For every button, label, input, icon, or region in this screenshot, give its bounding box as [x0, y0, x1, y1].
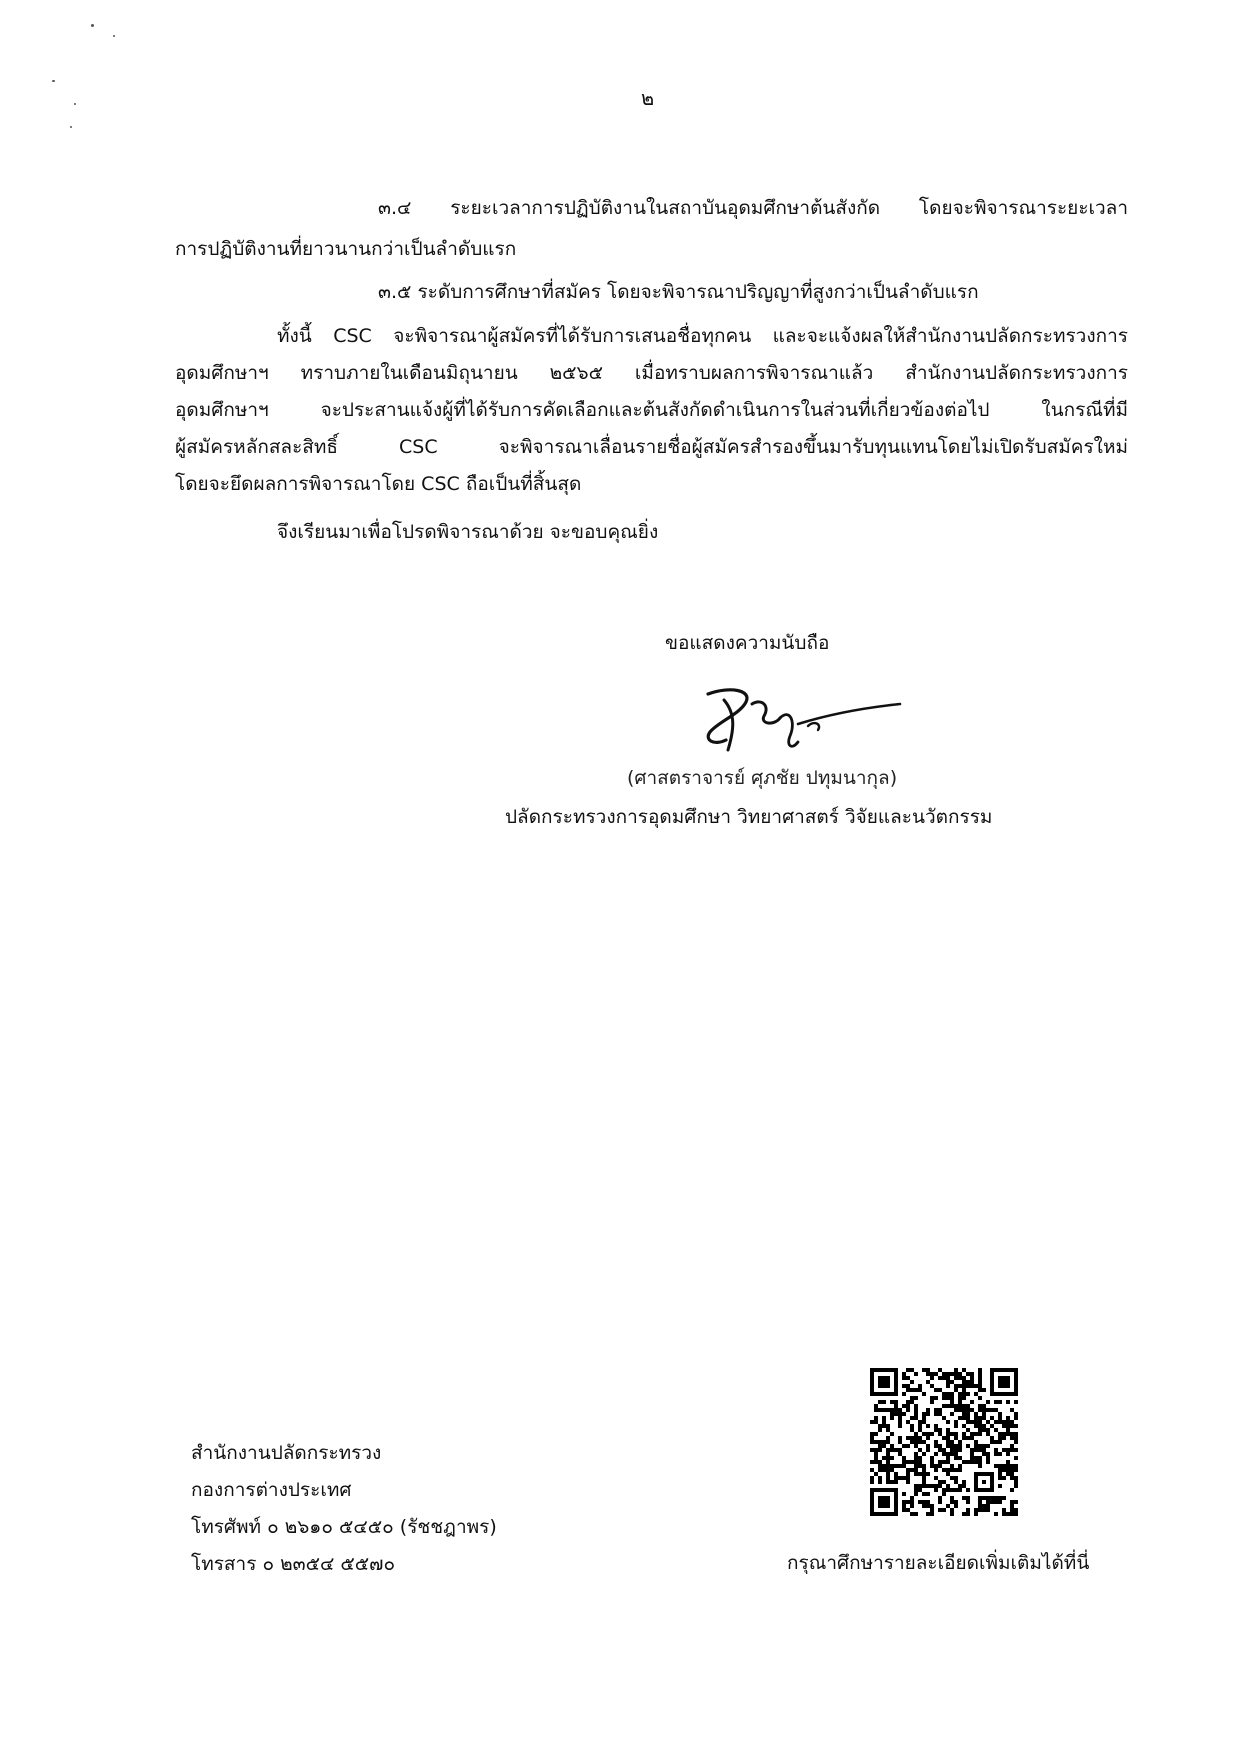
- scan-speck: [74, 103, 76, 105]
- page-number: ๒: [641, 86, 655, 110]
- scan-speck: [91, 24, 94, 27]
- salutation: ขอแสดงความนับถือ: [665, 632, 830, 654]
- handwritten-signature: [690, 680, 910, 762]
- scan-speck: [52, 80, 55, 82]
- item-3-4-line1: ๓.๔ ระยะเวลาการปฏิบัติงานในสถาบันอุดมศึกษาต้นสังกัด โดยจะพิจารณาระยะเวลา: [378, 197, 1128, 219]
- qr-caption: กรุณาศึกษารายละเอียดเพิ่มเติมได้ที่นี่: [787, 1552, 1090, 1574]
- contact-fax: โทรสาร ๐ ๒๓๕๔ ๕๕๗๐: [191, 1553, 396, 1575]
- item-3-5-line1: ๓.๕ ระดับการศึกษาที่สมัคร โดยจะพิจารณาปริญญาที่สูงกว่าเป็นลำดับแรก: [378, 281, 979, 303]
- paragraph-line-3: อุดมศึกษาฯ จะประสานแจ้งผู้ที่ได้รับการคัดเลือกและต้นสังกัดดำเนินการในส่วนที่เกี่ยวข้องต่อไป ในกรณีที่มี: [175, 399, 1128, 421]
- scan-speck: [70, 126, 72, 128]
- scan-speck: [113, 35, 115, 37]
- paragraph-line-4: ผู้สมัครหลักสละสิทธิ์ CSC จะพิจารณาเลื่อนรายชื่อผู้สมัครสำรองขึ้นมารับทุนแทนโดยไม่เปิดรับสมัครใหม่: [175, 436, 1128, 458]
- contact-phone: โทรศัพท์ ๐ ๒๖๑๐ ๕๔๕๐ (รัชชฎาพร): [191, 1516, 497, 1538]
- contact-division: กองการต่างประเทศ: [191, 1479, 352, 1501]
- qr-code: [870, 1368, 1018, 1516]
- signatory-position: ปลัดกระทรวงการอุดมศึกษา วิทยาศาสตร์ วิจัยและนวัตกรรม: [505, 806, 993, 828]
- contact-office: สำนักงานปลัดกระทรวง: [191, 1442, 382, 1464]
- paragraph-line-5: โดยจะยึดผลการพิจารณาโดย CSC ถือเป็นที่สิ้นสุด: [175, 473, 582, 495]
- paragraph-line-2: อุดมศึกษาฯ ทราบภายในเดือนมิถุนายน ๒๕๖๕ เมื่อทราบผลการพิจารณาแล้ว สำนักงานปลัดกระทรวงการ: [175, 362, 1128, 384]
- closing-line: จึงเรียนมาเพื่อโปรดพิจารณาด้วย จะขอบคุณยิ่ง: [277, 521, 659, 543]
- paragraph-line-1: ทั้งนี้ CSC จะพิจารณาผู้สมัครที่ได้รับการเสนอชื่อทุกคน และจะแจ้งผลให้สำนักงานปลัดกระทรวงการ: [277, 325, 1128, 347]
- item-3-4-line2: การปฏิบัติงานที่ยาวนานกว่าเป็นลำดับแรก: [175, 238, 517, 260]
- signatory-name: (ศาสตราจารย์ ศุภชัย ปทุมนากุล): [627, 767, 898, 789]
